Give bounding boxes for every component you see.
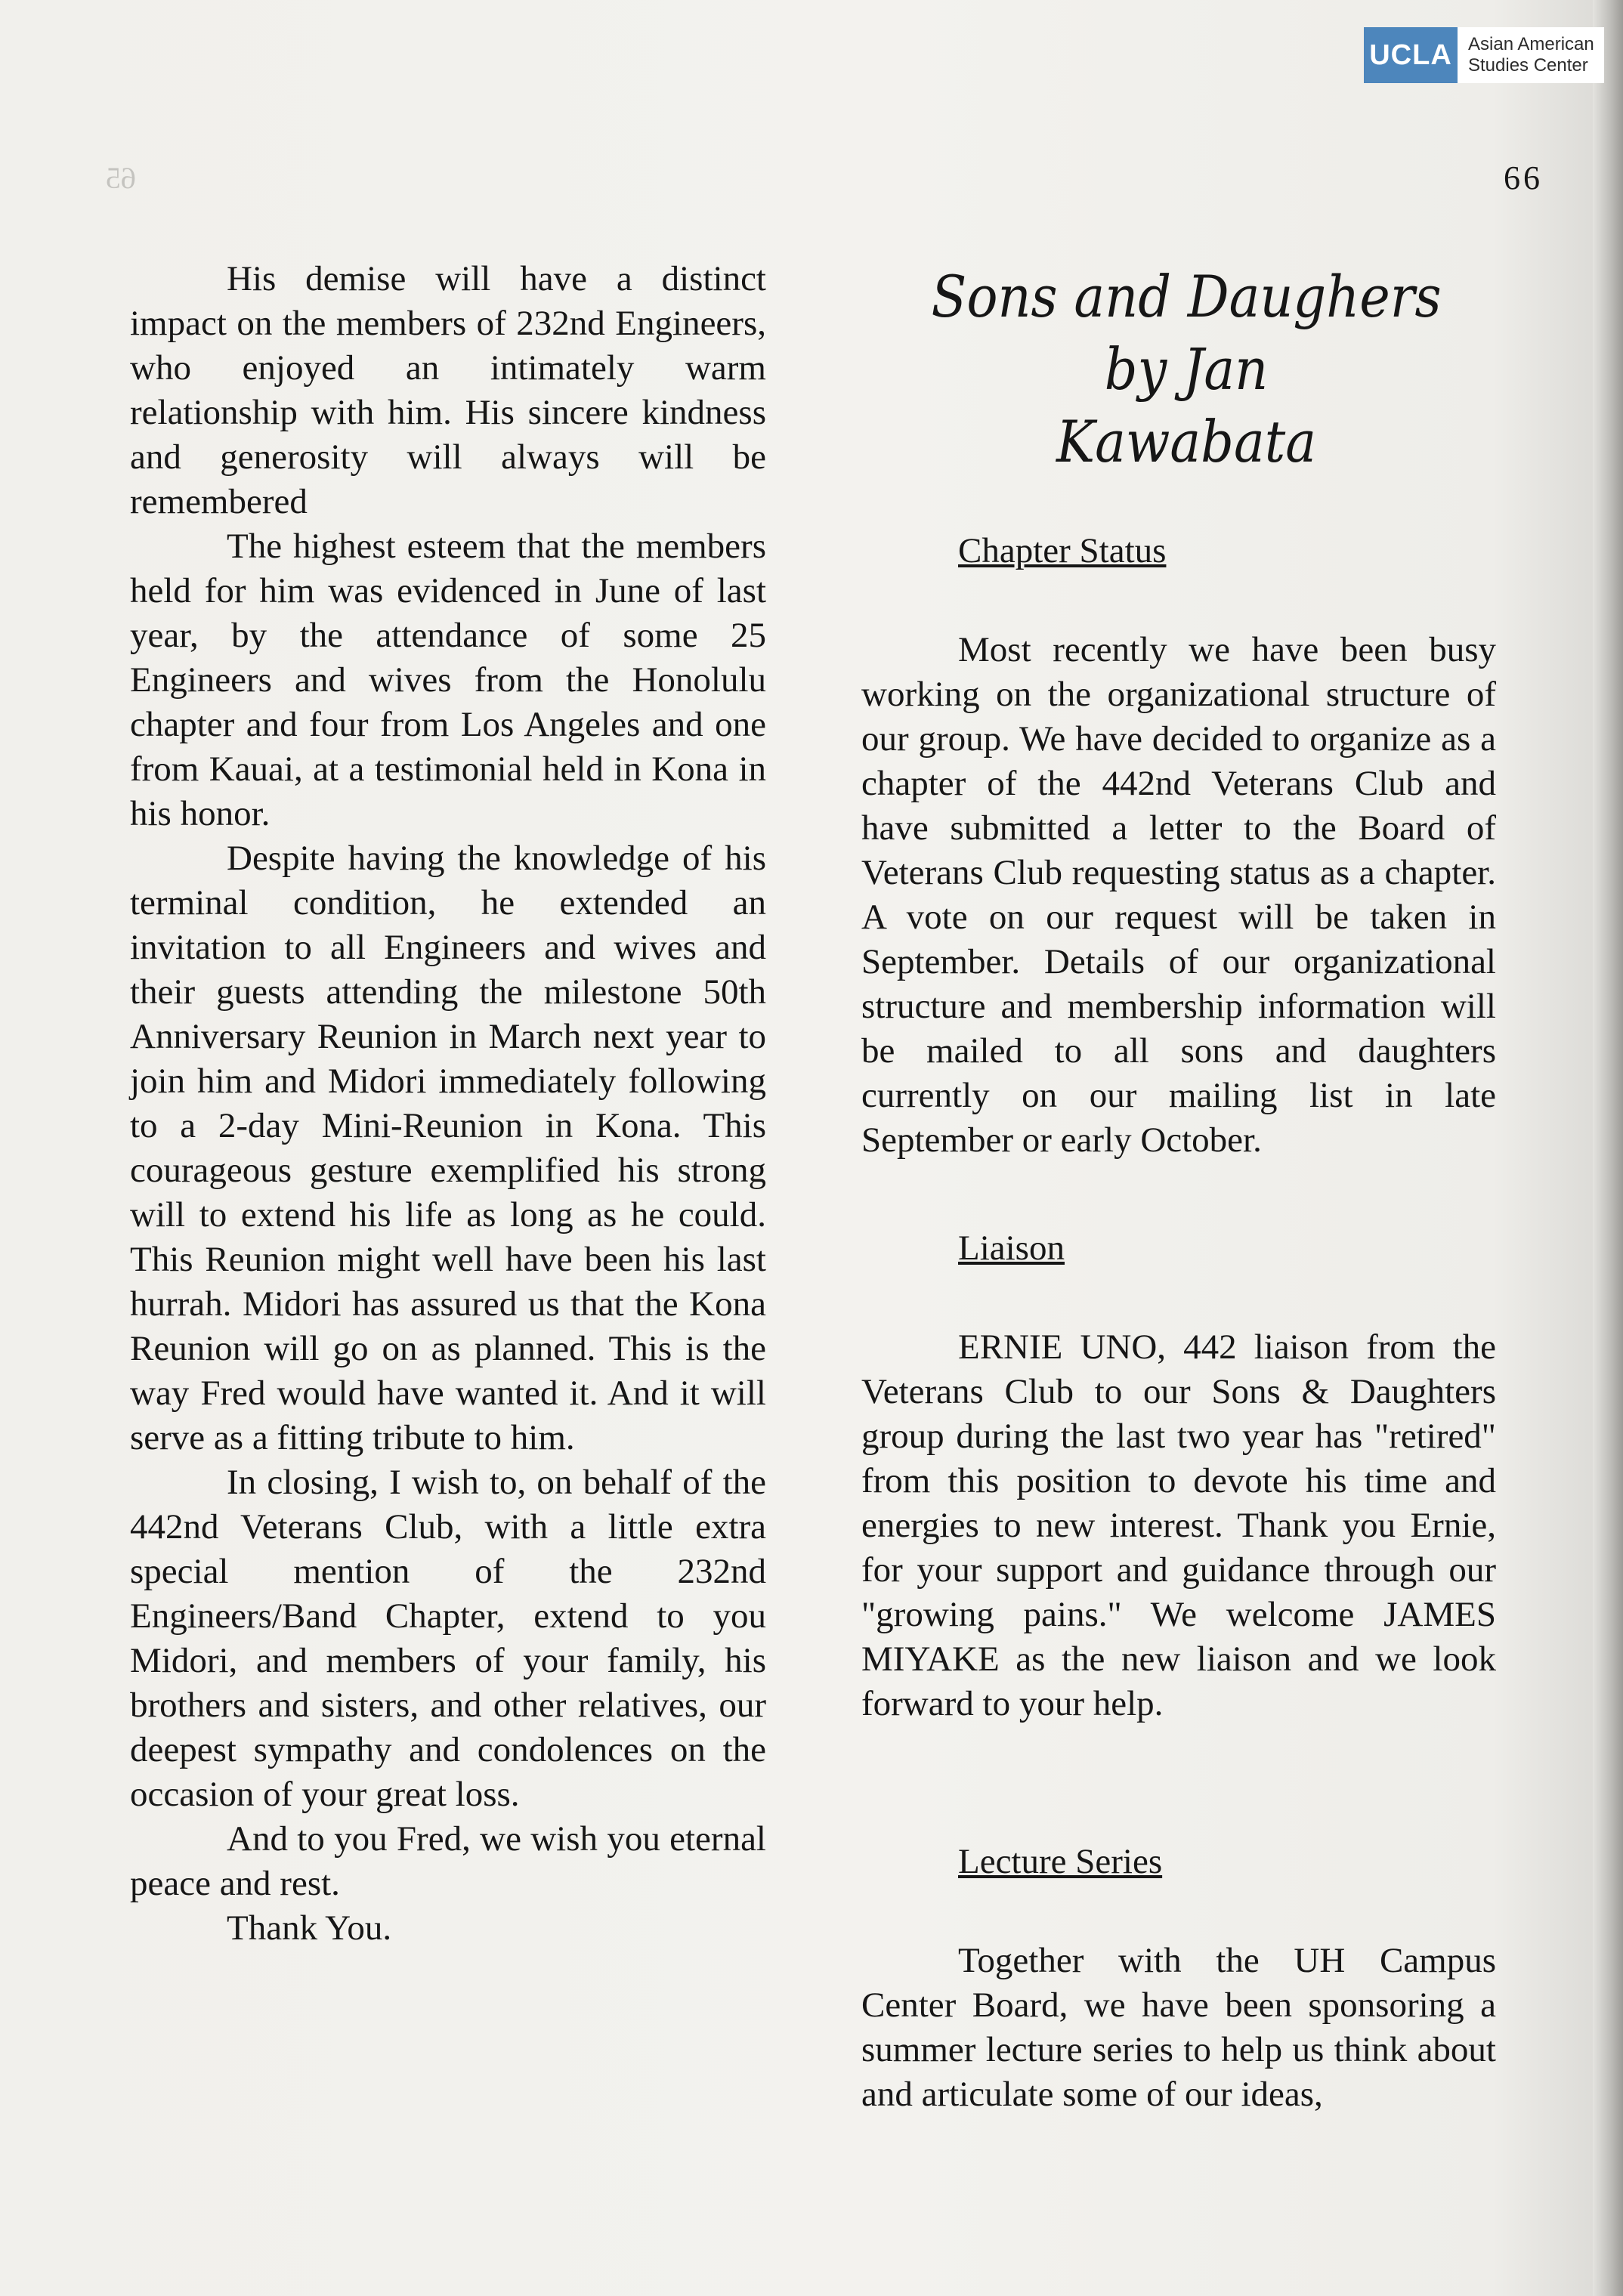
spacer [861,573,1496,628]
heading-lecture-series: Lecture Series [958,1842,1163,1881]
center-name-line2: Studies Center [1468,55,1588,76]
bleed-through-page-number: 65 [106,161,136,195]
paragraph-chapter-status: Most recently we have been busy working on the organizational structure of our group. We have decided to organize as a chapter of the 442nd Veterans Club and have submitted a letter to the Board of Veterans Club requesting status as a chapter. A vote on our request will be taken in September. Details of our organizational structure and membership information will be mailed to all sons and daughters currently on our mailing list in late September or early October. [861,630,1496,1160]
heading-liaison: Liaison [958,1228,1065,1268]
spacer [861,1884,1496,1939]
title-line-1: Sons and Daughers [931,263,1442,330]
ucla-aasc-badge [1364,27,1604,83]
article-title [921,261,1451,478]
thank-you: Thank You. [227,1908,392,1948]
page-spine-shadow [1593,0,1623,2296]
heading-chapter-status: Chapter Status [958,531,1167,570]
center-name [1458,34,1594,76]
center-name-line1: Asian American [1468,34,1594,54]
title-line-2: by Jan [1104,335,1269,403]
left-column [130,257,766,1951]
spacer [861,1163,1496,1226]
right-column [861,529,1496,2117]
paragraph-despite: Despite having the knowledge of his terminal condition, he extended an invitation to all Engineers and wives and their guests attending the milestone 50th Anniversary Reunion in March next year to join him and Midori immediately following to a 2-day Mini-Reunion in Kona. This courageous gesture exemplified his strong will to extend his life as long as he could. This Reunion might well have been his last hurrah. Midori has assured us that the Kona Reunion will go on as planned. This is the way Fred would have wanted it. And it will serve as a fitting tribute to him. [130,839,766,1457]
paragraph-demise: His demise will have a distinct impact on the members of 232nd Engineers, who enjoyed an intimately warm relationship with him. His sincere kindness and generosity will always will be remembered [130,259,766,521]
paragraph-closing: In closing, I wish to, on behalf of the 442nd Veterans Club, with a little extra special mention of the 232nd Engineers/Band Chapter, extend to you Midori, and members of your family, his brothers and sisters, and other relatives, our deepest sympathy and condolences on the occasion of your great loss. [130,1463,766,1814]
paragraph-esteem: The highest esteem that the members held for him was evidenced in June of last year, by the attendance of some 25 Engineers and wives from the Honolulu chapter and four from Los Angeles and one from Kauai, at a testimonial held in Kona in his honor. [130,527,766,833]
spacer [861,1726,1496,1840]
title-line-3: Kawabata [1056,408,1317,475]
paragraph-liaison: ERNIE UNO, 442 liaison from the Veterans Club to our Sons & Daughters group during the last two year has "retired" from this position to devote his time and energies to new interest. Thank you Ernie, for your support and guidance through our "growing pains." We welcome JAMES MIYAKE as the new liaison and we look forward to your help. [861,1327,1496,1723]
page-number: 66 [1504,159,1543,196]
spacer [861,1271,1496,1325]
ucla-logo: UCLA [1364,27,1458,83]
paragraph-lecture-series: Together with the UH Campus Center Board, we have been sponsoring a summer lecture series to help us think about and articulate some of our ideas, [861,1941,1496,2114]
paragraph-farewell: And to you Fred, we wish you eternal peace and rest. [130,1819,766,1903]
